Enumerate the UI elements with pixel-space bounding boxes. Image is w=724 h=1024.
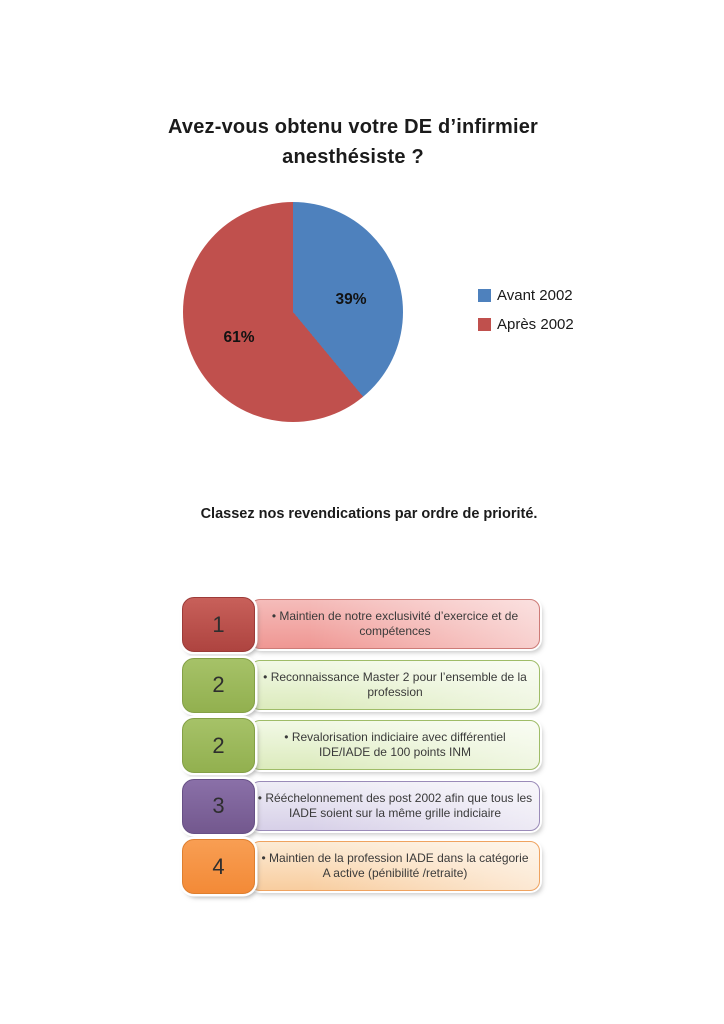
item-text: • Reconnaissance Master 2 pour l’ensemble de la profession [263,669,527,699]
pie-chart-title: Avez-vous obtenu votre DE d’infirmier anesthésiste ? [167,116,539,168]
priority-item [182,718,542,773]
rank-label: 4 [212,853,225,879]
priorities-heading: Classez nos revendications par ordre de priorité. [200,506,538,522]
rank-box [182,658,255,713]
priorities-list [182,597,542,900]
legend-item-apres-2002 [478,315,574,333]
item-panel [250,720,540,770]
pie-chart [183,202,403,422]
legend-item-avant-2002 [478,286,574,304]
item-panel [250,660,540,710]
legend-swatch-apres-2002 [478,318,491,331]
legend-label-avant-2002: Avant 2002 [497,286,573,304]
rank-box [182,779,255,834]
item-panel [250,841,540,891]
item-text: • Maintien de la profession IADE dans la catégorie A active (pénibilité /retraite) [261,851,529,880]
item-text: • Maintien de notre exclusivité d’exercice et de compétences [271,609,519,638]
pie-slice-label-avant-2002: 39% [335,291,367,308]
rank-label: 1 [212,611,225,637]
item-text: • Rééchelonnement des post 2002 afin que tous les IADE soient sur la même grille indiciaire [257,790,533,820]
priority-item [182,658,542,713]
priority-item [182,839,542,894]
rank-box [182,839,255,894]
pie [183,202,403,422]
rank-label: 3 [212,793,225,818]
item-panel [250,781,540,831]
rank-label: 2 [212,672,225,697]
rank-label: 2 [212,732,225,758]
rank-box [182,597,255,652]
pie-slice-label-apres-2002: 61% [223,329,255,346]
legend-label-apres-2002: Après 2002 [497,315,574,333]
item-text: • Revalorisation indiciaire avec différentiel IDE/IADE de 100 points INM [284,730,506,759]
priority-item [182,779,542,834]
legend-swatch-avant-2002 [478,289,491,302]
item-panel [250,599,540,649]
priority-item [182,597,542,652]
chart-legend [478,286,574,344]
rank-box [182,718,255,773]
